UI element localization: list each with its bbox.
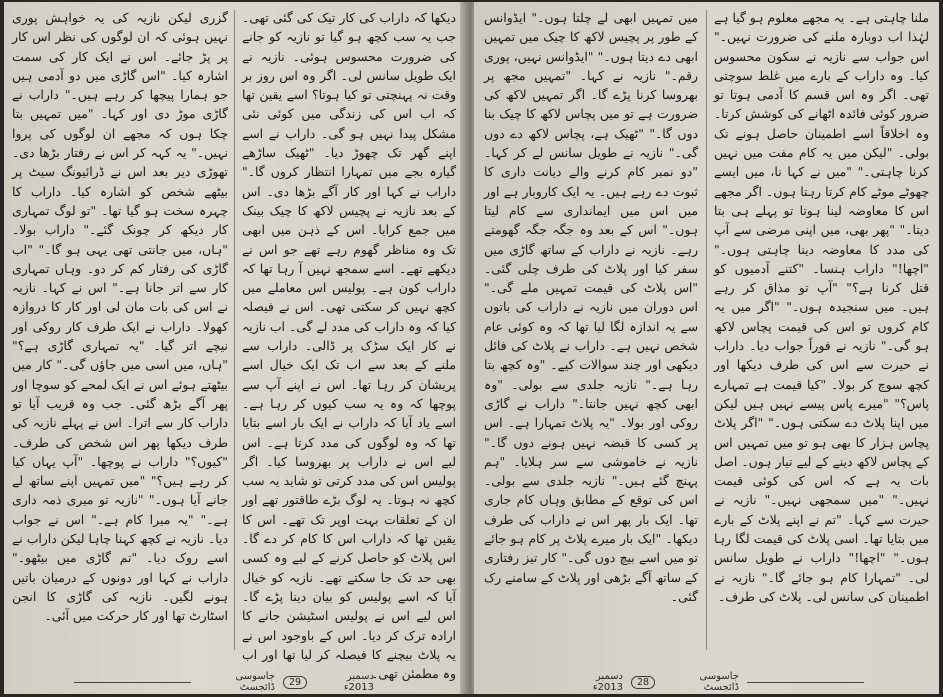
- left-page: [4, 2, 466, 694]
- footer-month: دسمبر 2013ء: [343, 671, 374, 693]
- right-page-column-inner: [484, 8, 698, 648]
- right-page-footer: [564, 671, 864, 693]
- footer-magazine-name: جاسوسی ڈائجسٹ: [699, 671, 739, 693]
- left-page-column-outer-text: گزری لیکن نازیہ کی یہ خواہش پوری نہیں ہوئی کہ ان لوگوں کی نظر اس کار پر پڑ جائے۔ اس نے ایک کار کی سمت اشارہ کیا۔ "اس گاڑی میں دو آدمی ہیں جو ہمارا پیچھا کر رہے ہیں۔" داراب نے گاڑی موڑ دی اور کہا۔ "میں تمہیں بتا چکا ہوں کہ مجھے ان لوگوں کی پروا نہیں۔" یہ کہہ کر اس نے رفتار بڑھا دی۔ تھوڑی دیر بعد اس نے ڈرائیونگ سیٹ پر بیٹھے شخص کو اشارہ کیا۔ داراب کا چہرہ سخت ہو گیا تھا۔ "تو لوگ تمہاری کار دیکھ کر چونک گئے۔" داراب بولا۔ "ہاں، میں جانتی تھی یہی ہو گا۔" "اب گاڑی کی رفتار کم کر دو۔ وہاں تمہاری کار سے اتر جانا ہے۔" اس نے کہا۔ نازیہ نے اس کی بات مان لی اور کار کا دروازہ کھولا۔ داراب نے ایک طرف کار روکی اور نیچے اتر گیا۔ "یہ تمہاری گاڑی ہے؟" "ہاں، میں اسی میں جاؤں گی۔" کار میں بیٹھتے ہوئے اس نے ایک لمحے کو سوچا اور پھر آگے بڑھ گئی۔ جب وہ قریب آیا تو داراب کار سے اترا۔ اس نے پہلے نازیہ کی طرف دیکھا پھر اس شخص کی طرف۔ "کیوں؟" داراب نے پوچھا۔ "آپ یہاں کیا کر رہے ہیں؟" "میں تمہیں اپنے ساتھ لے جانے آیا ہوں۔" "نازیہ تو میری ذمہ داری ہے۔" "یہ میرا کام ہے۔" اس نے جواب دیا۔ نازیہ نے کچھ کہنا چاہا لیکن داراب نے اسے روک دیا۔ "تم گاڑی میں بیٹھو۔" داراب نے کہا اور دونوں کے درمیان باتیں ہونے لگیں۔ نازیہ کی گاڑی کا انجن اسٹارٹ تھا اور کار حرکت میں آئی۔: [12, 10, 228, 624]
- footer-magazine-name: جاسوسی ڈائجسٹ: [235, 671, 275, 693]
- footer-rule: [747, 682, 864, 683]
- footer-month: دسمبر 2013ء: [592, 671, 623, 693]
- right-page-column-inner-text: میں تمہیں ابھی لے چلتا ہوں۔" ایڈوانس کے طور پر پچیس لاکھ کا چیک میں تمہیں ابھی دے دیتا ہوں۔" "ایڈوانس نہیں، پوری رقم۔" نازیہ نے کہا۔ "تمہیں مجھ پر بھروسا کرنا پڑے گا۔ اگر تمہیں لاکھ کی ضرورت ہے تو میں پچاس لاکھ کا چیک بنا دوں گا۔" "ٹھیک ہے، پچاس لاکھ دے دوں گی۔" نازیہ نے طویل سانس لے کر کہا۔ "دو نمبر کام کرنے والے دیانت داری کا ثبوت دے رہے ہیں۔ یہ ایک کاروبار ہے اور میں اس میں ایمانداری سے کام لیتا ہوں۔" اس کے بعد وہ جگہ جگہ گھومتے رہے۔ نازیہ نے داراب کے ساتھ گاڑی میں سفر کیا اور پلاٹ کی طرف چلی گئی۔ "اس پلاٹ کی قیمت تمہیں ملے گی۔" اس دوران میں نازیہ نے داراب کی باتوں سے یہ اندازہ لگا لیا تھا کہ وہ کوئی عام شخص نہیں ہے۔ داراب نے پلاٹ کی فائل دیکھی اور چند سوالات کیے۔ "وہ کچھ بتا رہا ہے۔" نازیہ جلدی سے بولی۔ "وہ ابھی کچھ نہیں جانتا۔" داراب نے گاڑی روکی اور بولا۔ "یہ پلاٹ تمہارا ہے۔ اس پر کسی کا قبضہ نہیں ہونے دوں گا۔" نازیہ نے خاموشی سے سر ہلایا۔ "ہم پہنچ گئے ہیں۔" نازیہ جلدی سے بولی۔ اس کی توقع کے مطابق وہاں کام جاری تھا۔ ایک بار پھر اس نے داراب کی طرف دیکھا۔ "ایک بار میرے پلاٹ پر کام ہو جائے تو میں اسے بیچ دوں گی۔" کار تیز رفتاری کے ساتھ آگے بڑھی اور پلاٹ کے سامنے رک گئی۔: [484, 10, 698, 604]
- page-number: 28: [631, 676, 655, 689]
- column-divider: [234, 10, 235, 650]
- column-divider: [706, 10, 707, 650]
- right-page-column-outer-text: ملنا چاہتی ہے۔ یہ مجھے معلوم ہو گیا ہے لہٰذا اب دوبارہ ملنے کی ضرورت نہیں۔" اس جواب سے نازیہ نے سکون محسوس کیا۔ وہ داراب کے بارے میں غلط سوچتی تھی۔ اگر وہ اس قسم کا آدمی ہوتا تو ضرور کوئی فائدہ اٹھانے کی کوشش کرتا۔ وہ اخلاقاً اسے اطمینان حاصل ہونے تک بولی۔ "لیکن میں یہ کام مفت میں نہیں کرنا چاہتی۔" "میں نے کہا نا، میں ایسے چھوٹے موٹے کام کرتا رہتا ہوں۔ اگر مجھے اس کا معاوضہ لینا ہوتا تو پہلے ہی بتا دیتا۔" "پھر بھی، میں اپنی مرضی سے آپ کی مدد کا معاوضہ دینا چاہتی ہوں۔" "اچھا!" داراب ہنسا۔ "کتنے آدمیوں کو قتل کرنا ہے؟" "آپ تو مذاق کر رہے ہیں۔ میں سنجیدہ ہوں۔" "اگر میں یہ کام کروں تو اس کی قیمت پچاس لاکھ ہو گی۔" نازیہ نے فوراً جواب دیا۔ داراب نے حیرت سے اس کی طرف دیکھا اور کچھ سوچ کر بولا۔ "کیا قیمت ہے تمہارے پاس؟" "میرے پاس پیسے نہیں ہیں لیکن میں اپنا پلاٹ دے سکتی ہوں۔" "اگر پلاٹ پچاس ہزار کا بھی ہو تو میں تمہیں اس کے پچاس لاکھ دینے کے لیے تیار ہوں۔ اصل بات یہ ہے کہ اس کی کوئی قیمت نہیں۔" "میں سمجھی نہیں۔" نازیہ نے حیرت سے کہا۔ "تم نے اپنے پلاٹ کے بارے میں بتایا تھا۔ اسی پلاٹ کی قیمت لگا رہا ہوں۔" "اچھا!" داراب نے طویل سانس لی۔ "تمہارا کام ہو جائے گا۔" نازیہ نے اطمینان کی سانس لی۔ پلاٹ کی طرف۔: [713, 10, 929, 604]
- right-page-column-outer: [714, 8, 929, 648]
- magazine-spread: [4, 2, 939, 694]
- left-page-footer: [74, 671, 374, 693]
- left-page-column-outer: [12, 8, 228, 648]
- right-page: [474, 2, 939, 694]
- page-number: 29: [283, 676, 307, 689]
- left-page-column-inner-text: دیکھا کہ داراب کی کار تیک کی گئی تھی۔ جب یہ سب کچھ ہو گیا تو نازیہ کو جانے کی ضرورت محسوس ہوئی۔ نازیہ نے ایک طویل سانس لی۔ اگر وہ اس روز بر وقت نہ پہنچتی تو کیا ہوتا؟ اسے یقین تھا کہ اب اس کی زندگی میں کوئی نئی مشکل پیدا نہیں ہو گی۔ داراب نے اسے اپنے گھر تک چھوڑ دیا۔ "ٹھیک ساڑھے گیارہ بجے میں تمہارا انتظار کروں گا۔" داراب نے کہا اور کار آگے بڑھا دی۔ اس کے بعد نازیہ نے پچیس لاکھ کا چیک بینک میں جمع کرایا۔ اس کے ذہن میں ابھی تک وہ مناظر گھوم رہے تھے جو اس نے دیکھے تھے۔ اسے سمجھ نہیں آ رہا تھا کہ داراب کون ہے۔ پولیس اس معاملے میں کچھ نہیں کر سکتی تھی۔ اس نے فیصلہ کیا کہ وہ داراب کی مدد لے گی۔ اب نازیہ نے کار ایک سڑک پر ڈالی۔ داراب سے ملنے کے بعد سے اب تک ایک خیال اسے پریشان کر رہا تھا۔ اس نے اپنے آپ سے پوچھا کہ وہ یہ سب کیوں کر رہا ہے۔ اسے یاد آیا کہ داراب نے ایک بار اسے بتایا تھا کہ وہ لوگوں کی مدد کرتا ہے۔ اس لیے اس نے داراب پر بھروسا کیا۔ اگر پولیس اس کی مدد کرتی تو شاید یہ سب کچھ نہ ہوتا۔ یہ لوگ بڑے طاقتور تھے اور ان کے تعلقات بہت اوپر تک تھے۔ اس کا یقین تھا کہ داراب اس کا کام کر دے گا۔ اس پلاٹ کو حاصل کرنے کے لیے وہ کسی بھی حد تک جا سکتے تھے۔ نازیہ کو خیال آیا کہ اسے پولیس کو بیان دینا پڑے گا۔ اس لیے اس نے پولیس اسٹیشن جانے کا ارادہ ترک کر دیا۔ اس کے باوجود اس نے یہ پلاٹ بیچنے کا فیصلہ کر لیا تھا اور اب وہ مطمئن تھی۔: [242, 10, 456, 682]
- footer-rule: [74, 682, 191, 683]
